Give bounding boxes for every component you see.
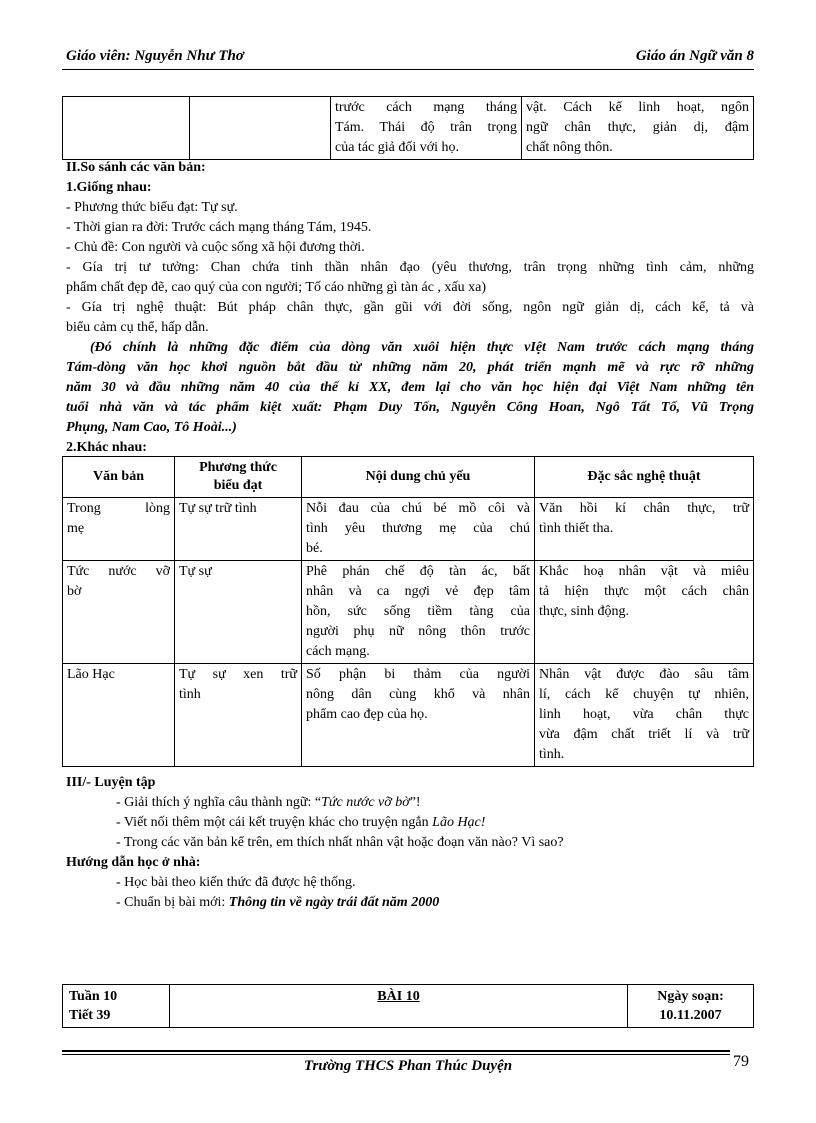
section-3-title: III/- Luyện tập [66,775,156,790]
cell-name: Lão Hạc [63,664,175,767]
table-row [63,664,754,767]
week-label: Tuần 10 [69,989,118,1004]
top-cell-col3: trước cách mạng tháng Tám. Thái độ trân trọng của tác giả đối với họ. [331,97,522,160]
list-item-cont: phẩm chất đẹp đẽ, cao quý của con người; Tố cáo những gì tàn ác , xấu xa) [66,280,487,295]
page-number: 79 [733,1053,749,1070]
header-rule [62,69,754,70]
exercise-item: - Giải thích ý nghĩa câu thành ngữ: “Tức nước vỡ bờ”! [116,795,421,810]
cell-method: Tự sự trữ tình [175,498,302,561]
note-line: tuổi nhà văn và tác phẩm kiệt xuất: Phạm Duy Tốn, Nguyễn Công Hoan, Ngô Tất Tố, Vũ Trọng [66,400,754,415]
table-row [63,561,754,664]
top-table-fragment [62,96,754,160]
note-line: (Đó chính là những đặc điểm của dòng văn xuôi hiện thực vIệt Nam trước cách mạng tháng [90,340,754,355]
cell-content: Phê phán chế độ tàn ác, bất nhân và ca ngợi vẻ đẹp tâm hồn, sức sống tiềm tàng của người phụ nữ nông thôn trước cách mạng. [302,561,535,664]
column-header: Nội dung chủ yếu [302,457,535,498]
cell-art: Văn hồi kí chân thực, trữ tình thiết tha. [535,498,754,561]
column-header: Văn bản [63,457,175,498]
lesson-title: BÀI 10 [377,989,420,1004]
date-value: 10.11.2007 [659,1008,722,1023]
cell-content: Số phận bi thảm của người nông dân cùng khổ và nhân phẩm cao đẹp của họ. [302,664,535,767]
lesson-title-cell [170,985,628,1028]
lesson-info-table [62,984,754,1028]
header-subject: Giáo án Ngữ văn 8 [635,48,754,64]
comparison-table [62,456,754,767]
footer-rule [62,1050,730,1052]
week-lesson-cell [63,985,170,1028]
empty-cell [190,97,331,160]
header-teacher: Giáo viên: Nguyễn Như Thơ [66,48,244,64]
cell-method: Tự sự [175,561,302,664]
list-item: - Thời gian ra đời: Trước cách mạng tháng Tám, 1945. [66,220,372,235]
cell-name: Trong lòng mẹ [63,498,175,561]
date-label: Ngày soạn: [657,989,724,1004]
homework-title: Hướng dẫn học ở nhà: [66,855,201,870]
note-line: Phụng, Nam Cao, Tô Hoài...) [66,420,237,435]
cell-name: Tức nước vỡ bờ [63,561,175,664]
top-cell-col4: vật. Cách kể linh hoạt, ngôn ngữ chân thực, giản dị, đậm chất nông thôn. [522,97,754,160]
homework-item: - Chuẩn bị bài mới: Thông tin về ngày trái đất năm 2000 [116,895,440,910]
cell-method: Tự sự xen trữ tình [175,664,302,767]
list-item: - Gía trị nghệ thuật: Bút pháp chân thực, gần gũi với đời sống, ngôn ngữ giản dị, cách kể, tả và [66,300,754,315]
lesson-label: Tiết 39 [69,1008,111,1023]
column-header: Phương thức biểu đạt [175,457,302,498]
table-header-row [63,457,754,498]
footer-rule-thin [62,1054,730,1055]
column-header: Đặc sắc nghệ thuật [535,457,754,498]
subsection-different: 2.Khác nhau: [66,440,147,455]
table-row [63,985,754,1028]
list-item: - Phương thức biểu đạt: Tự sự. [66,200,238,215]
exercise-item: - Viết nối thêm một cái kết truyện khác cho truyện ngắn Lão Hạc! [116,815,486,830]
table-row [63,97,754,160]
table-row [63,498,754,561]
empty-cell [63,97,190,160]
note-line: Tám-dòng văn học khơi nguồn bắt đầu từ những năm 20, phát triển mạnh mẽ và rực rỡ những [66,360,754,375]
cell-art: Khắc hoạ nhân vật và miêu tả hiện thực một cách chân thực, sinh động. [535,561,754,664]
cell-art: Nhân vật được đào sâu tâm lí, cách kể chuyện tự nhiên, linh hoạt, vừa chân thực vừa đậm chất triết lí và trữ tình. [535,664,754,767]
section-2-title: II.So sánh các văn bản: [66,160,206,175]
subsection-similar: 1.Giống nhau: [66,180,152,195]
list-item-cont: biểu cảm cụ thể, hấp dẫn. [66,320,209,335]
homework-item: - Học bài theo kiến thức đã được hệ thống. [116,875,356,890]
list-item: - Gía trị tư tưởng: Chan chứa tinh thần nhân đạo (yêu thương, trân trọng những tình cảm, những [66,260,754,275]
school-name: Trường THCS Phan Thúc Duyện [303,1058,513,1074]
cell-content: Nỗi đau của chú bé mồ côi và tình yêu thương mẹ của chú bé. [302,498,535,561]
list-item: - Chủ đề: Con người và cuộc sống xã hội đương thời. [66,240,365,255]
date-cell [628,985,754,1028]
exercise-item: - Trong các văn bản kể trên, em thích nhất nhân vật hoặc đoạn văn nào? Vì sao? [116,835,564,850]
note-line: năm 30 và đầu những năm 40 của thế kỉ XX, đem lại cho văn học hiện đại Việt Nam những tên [66,380,754,395]
